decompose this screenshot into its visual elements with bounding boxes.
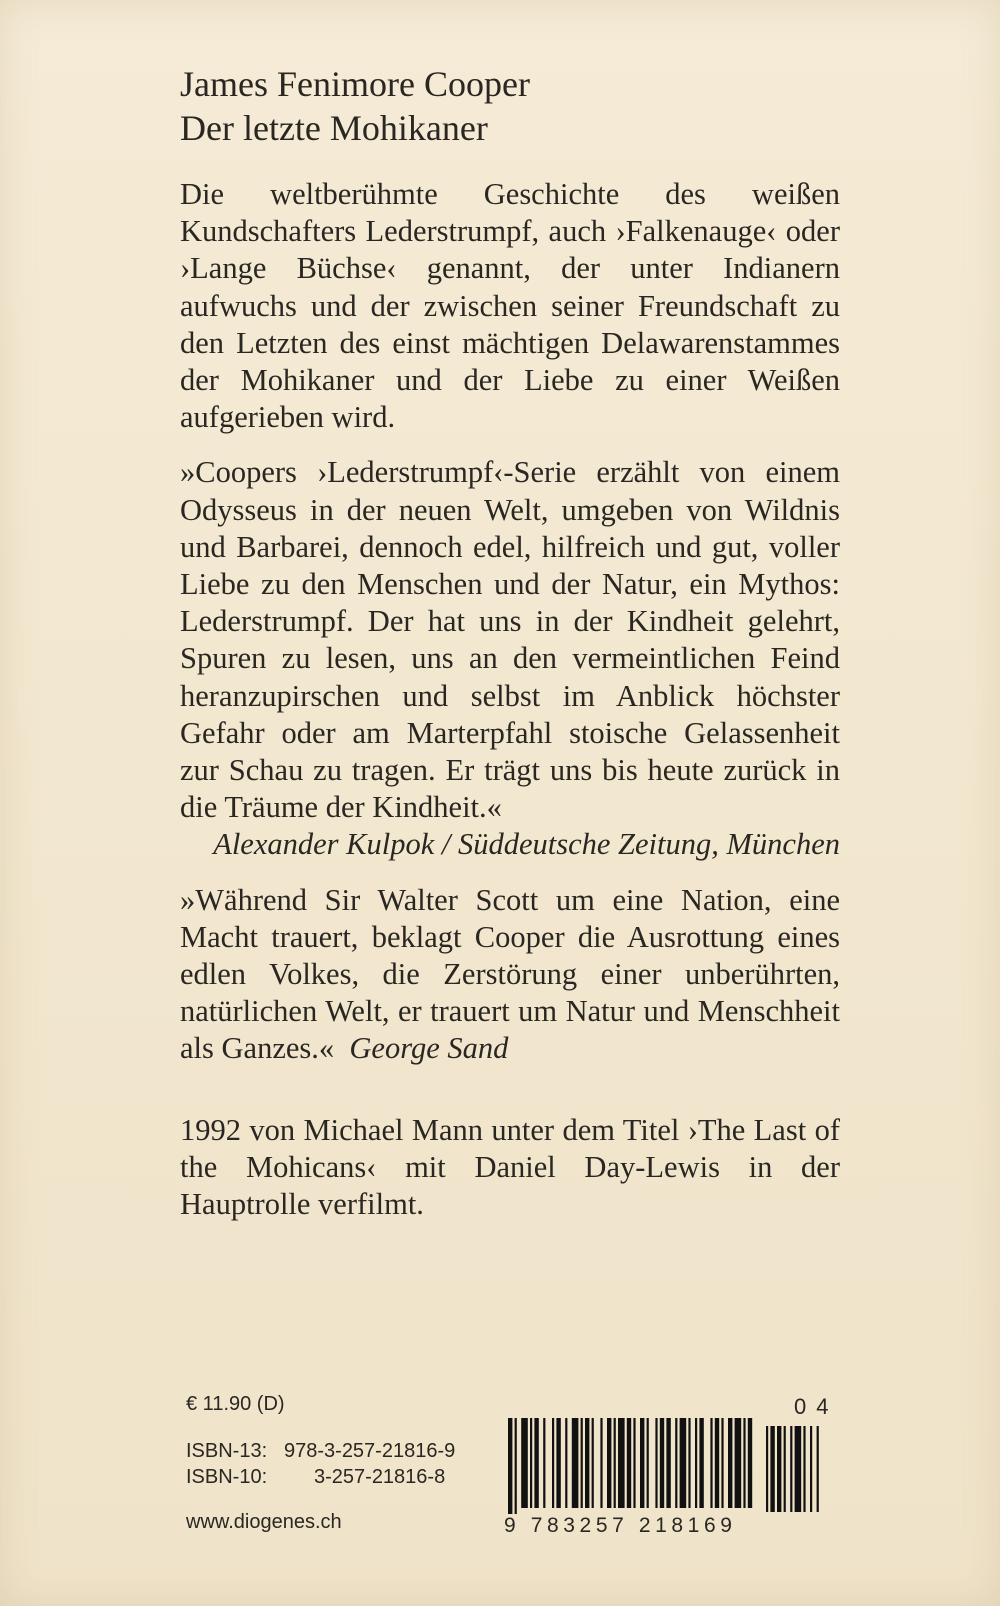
cover-text-block bbox=[180, 62, 840, 1241]
barcode-bar bbox=[695, 1418, 697, 1508]
film-note: 1992 von Michael Mann unter dem Titel ›The Last of the Mohicans‹ mit Daniel Day-Lewis in der Hauptrolle verfilmt. bbox=[180, 1112, 840, 1222]
barcode-bar bbox=[530, 1418, 532, 1508]
isbn-10-value: 3-257-21816-8 bbox=[314, 1466, 446, 1488]
barcode-addon-bar bbox=[770, 1426, 774, 1512]
barcode-bar bbox=[710, 1418, 712, 1508]
book-title: Der letzte Mohikaner bbox=[180, 108, 488, 148]
quote-2-text: »Während Sir Walter Scott um eine Nation, eine Macht trauert, beklagt Cooper die Ausrottung eines edlen Volkes, die Zerstörung einer unberührten, natürlichen Welt, er trauert um Natur und Menschheit als Ganzes.« bbox=[180, 882, 840, 1066]
isbn-13-line bbox=[186, 1440, 455, 1463]
barcode-addon-bar bbox=[817, 1426, 819, 1512]
barcode-bar bbox=[666, 1418, 670, 1508]
barcode-addon-bar bbox=[810, 1426, 812, 1512]
barcode-bar bbox=[581, 1418, 583, 1508]
isbn-13-value: 978-3-257-21816-9 bbox=[284, 1440, 456, 1462]
barcode-bar bbox=[660, 1418, 664, 1508]
isbn-10-label: ISBN-10: bbox=[186, 1466, 268, 1488]
barcode-bar bbox=[614, 1418, 616, 1508]
barcode-addon-bar bbox=[766, 1426, 768, 1512]
barcode-addon-bar bbox=[777, 1426, 781, 1512]
barcode-bar bbox=[572, 1418, 579, 1508]
barcode-bar bbox=[585, 1418, 589, 1508]
quote-1-text: »Coopers ›Lederstrumpf‹-Serie erzählt von einem Odysseus in der neuen Welt, umgeben von Wildnis und Barbarei, dennoch edel, hilfreich und gut, voller Liebe zu den Menschen und der Natur, ein Mythos: Lederstrumpf. Der hat uns in der Kindheit gelehrt, Spuren zu lesen, uns an den vermeintlichen Feind heranzupirschen und selbst im Anblick höchster Gefahr oder am Marterpfahl stoische Gelassenheit zur Schau zu tragen. Er trägt uns bis heute zurück in die Träume der Kindheit.« bbox=[180, 455, 840, 825]
publisher-website: www.diogenes.ch bbox=[186, 1511, 342, 1533]
barcode-addon-bar bbox=[790, 1426, 792, 1512]
barcode-bar bbox=[680, 1418, 687, 1508]
barcode-bar bbox=[743, 1418, 745, 1508]
isbn-10-line bbox=[186, 1466, 445, 1489]
barcode-addon-bar bbox=[795, 1426, 802, 1512]
barcode-bar bbox=[633, 1418, 635, 1508]
quote-2-attribution: George Sand bbox=[349, 1031, 509, 1066]
barcode-bar bbox=[748, 1418, 752, 1508]
barcode-bar bbox=[565, 1418, 567, 1508]
barcode-bar bbox=[556, 1418, 560, 1508]
barcode-ean-digits: 9 783257 218169 bbox=[504, 1514, 737, 1537]
barcode-bar bbox=[640, 1418, 644, 1508]
barcode-bar bbox=[618, 1418, 625, 1508]
barcode-bar bbox=[675, 1418, 677, 1508]
barcode-bar bbox=[627, 1418, 631, 1508]
blurb-paragraph: Die weltberühmte Geschichte des weißen Kundschafters Lederstrumpf, auch ›Falkenauge‹ oder ›Lange Büchse‹ genannt, der unter Indianern aufwuchs und der zwischen seiner Freundschaft zu den Letzten des einst mächtigen Delawarenstammes der Mohikaner und der Liebe zu einer Weißen aufgerieben wird. bbox=[180, 177, 840, 435]
isbn-13-label: ISBN-13: bbox=[186, 1440, 268, 1462]
title-block bbox=[180, 62, 840, 150]
barcode-bar bbox=[552, 1418, 554, 1508]
barcode-bar bbox=[592, 1418, 594, 1508]
price-label: € 11.90 (D) bbox=[186, 1393, 285, 1415]
barcode-bar bbox=[600, 1418, 602, 1508]
barcode-bar bbox=[655, 1418, 657, 1508]
quote-1-attribution: Alexander Kulpok / Süddeutsche Zeitung, München bbox=[213, 827, 840, 862]
barcode-bar bbox=[515, 1418, 517, 1514]
ean-barcode bbox=[504, 1418, 834, 1514]
review-quote-2 bbox=[180, 882, 840, 1068]
barcode-bars bbox=[504, 1418, 834, 1514]
barcode-bar bbox=[688, 1418, 690, 1508]
barcode-bar bbox=[715, 1418, 719, 1508]
barcode-bar bbox=[647, 1418, 649, 1508]
barcode-addon-digits: 04 bbox=[794, 1394, 839, 1419]
barcode-bar bbox=[543, 1418, 545, 1508]
barcode-addon-bar bbox=[784, 1426, 786, 1512]
barcode-addon-bar bbox=[803, 1426, 805, 1512]
barcode-bar bbox=[735, 1418, 742, 1508]
barcode-bar bbox=[607, 1418, 611, 1508]
barcode-bar bbox=[721, 1418, 723, 1508]
barcode-bar bbox=[508, 1418, 512, 1514]
barcode-bar bbox=[534, 1418, 538, 1508]
barcode-bar bbox=[728, 1418, 732, 1508]
barcode-bar bbox=[699, 1418, 703, 1508]
barcode-bar bbox=[521, 1418, 528, 1508]
author-name: James Fenimore Cooper bbox=[180, 64, 530, 104]
review-quote-1 bbox=[180, 454, 840, 826]
